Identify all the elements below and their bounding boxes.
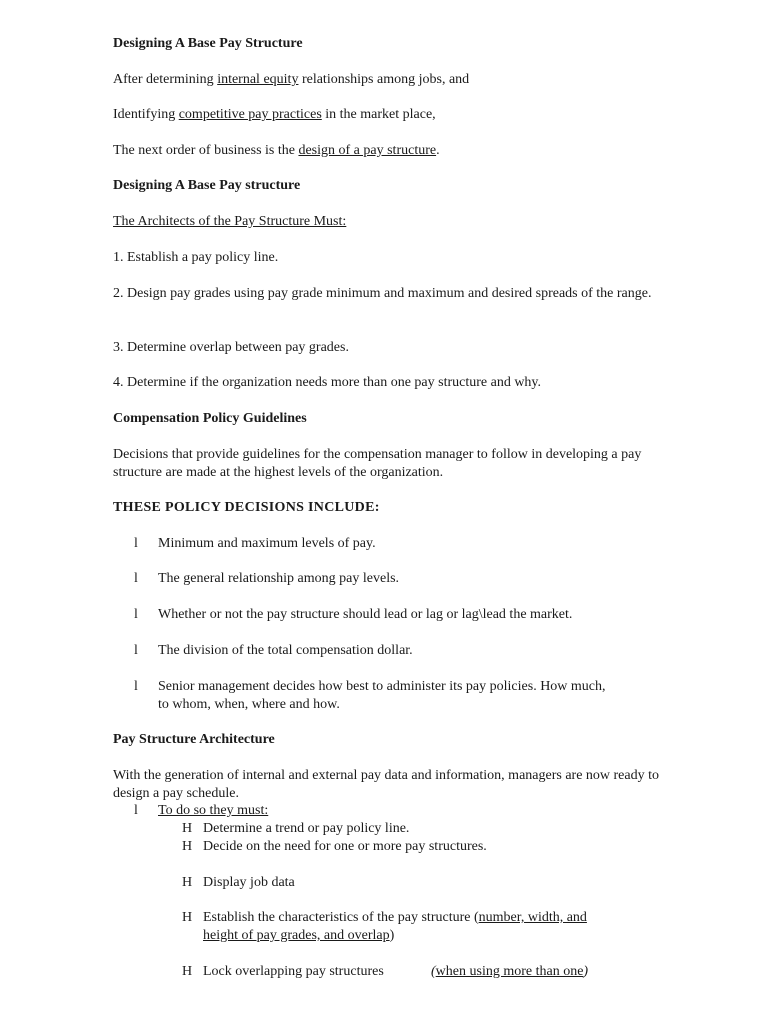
underlined-term: height of pay grades, and overlap bbox=[203, 928, 390, 943]
underlined-term: internal equity bbox=[217, 72, 299, 87]
guidelines-paragraph: Decisions that provide guidelines for the compensation manager to follow in developing a pay structure are made at the highest levels of the organization. bbox=[113, 447, 642, 480]
underlined-term: design of a pay structure bbox=[298, 143, 437, 158]
text-segment: ) bbox=[583, 964, 589, 979]
policy-decisions-heading: THESE POLICY DECISIONS INCLUDE: bbox=[113, 500, 380, 515]
policy-item-text: to whom, when, where and how. bbox=[158, 697, 340, 712]
heading-designing-base-pay: Designing A Base Pay Structure bbox=[113, 36, 303, 51]
policy-item-text: The general relationship among pay levels. bbox=[158, 571, 400, 586]
text-segment: The next order of business is the bbox=[113, 143, 299, 158]
sub-bullet-marker: H bbox=[182, 875, 193, 890]
policy-item-text: Whether or not the pay structure should lead or lag or lag\lead the market. bbox=[158, 607, 573, 622]
sub-bullet-marker: H bbox=[182, 964, 193, 979]
bullet-marker: l bbox=[134, 571, 138, 586]
text-segment: relationships among jobs, and bbox=[298, 72, 470, 87]
text-segment: . bbox=[436, 143, 440, 158]
sub-item-text: Determine a trend or pay policy line. bbox=[203, 821, 410, 836]
sub-bullet-marker: H bbox=[182, 839, 193, 854]
text-segment: After determining bbox=[113, 72, 218, 87]
step-item: 3. Determine overlap between pay grades. bbox=[113, 340, 349, 355]
sub-bullet-marker: H bbox=[182, 821, 193, 836]
text-segment: Identifying bbox=[113, 107, 179, 122]
underlined-term: when using more than one bbox=[435, 964, 584, 979]
underlined-term: number, width, and bbox=[478, 910, 587, 925]
text-segment: in the market place, bbox=[321, 107, 436, 122]
step-item: 1. Establish a pay policy line. bbox=[113, 250, 279, 265]
underlined-term: competitive pay practices bbox=[178, 107, 322, 122]
architecture-paragraph: With the generation of internal and external pay data and information, managers are now ready to design a pay schedule. bbox=[113, 768, 659, 801]
todo-label: To do so they must: bbox=[158, 803, 269, 818]
text-segment: ( bbox=[431, 964, 436, 979]
bullet-marker: l bbox=[134, 803, 138, 818]
step-item: 4. Determine if the organization needs more than one pay structure and why. bbox=[113, 375, 542, 390]
bullet-marker: l bbox=[134, 536, 138, 551]
bullet-marker: l bbox=[134, 643, 138, 658]
architects-subheading: The Architects of the Pay Structure Must: bbox=[113, 214, 347, 229]
text-segment: Establish the characteristics of the pay structure ( bbox=[203, 910, 479, 925]
sub-item-text bbox=[203, 927, 394, 945]
sub-item-text: Lock overlapping pay structures bbox=[203, 964, 384, 979]
sub-item-text bbox=[203, 909, 587, 927]
paragraph-next-order bbox=[113, 142, 440, 160]
sub-item-text: Decide on the need for one or more pay structures. bbox=[203, 839, 487, 854]
paragraph-internal-equity bbox=[113, 71, 469, 89]
heading-designing-base-pay-2: Designing A Base Pay structure bbox=[113, 178, 301, 193]
text-segment: ) bbox=[389, 928, 395, 943]
policy-item-text: Minimum and maximum levels of pay. bbox=[158, 536, 376, 551]
heading-compensation-policy: Compensation Policy Guidelines bbox=[113, 411, 307, 426]
parenthetical-note bbox=[431, 963, 588, 981]
paragraph-competitive-pay bbox=[113, 106, 436, 124]
sub-item-text: Display job data bbox=[203, 875, 295, 890]
sub-bullet-marker: H bbox=[182, 910, 193, 925]
policy-item-text: The division of the total compensation dollar. bbox=[158, 643, 413, 658]
policy-item-text: Senior management decides how best to administer its pay policies. How much, bbox=[158, 679, 606, 694]
bullet-marker: l bbox=[134, 679, 138, 694]
bullet-marker: l bbox=[134, 607, 138, 622]
step-item: 2. Design pay grades using pay grade minimum and maximum and desired spreads of the range. bbox=[113, 286, 652, 301]
heading-pay-structure-architecture: Pay Structure Architecture bbox=[113, 732, 275, 747]
